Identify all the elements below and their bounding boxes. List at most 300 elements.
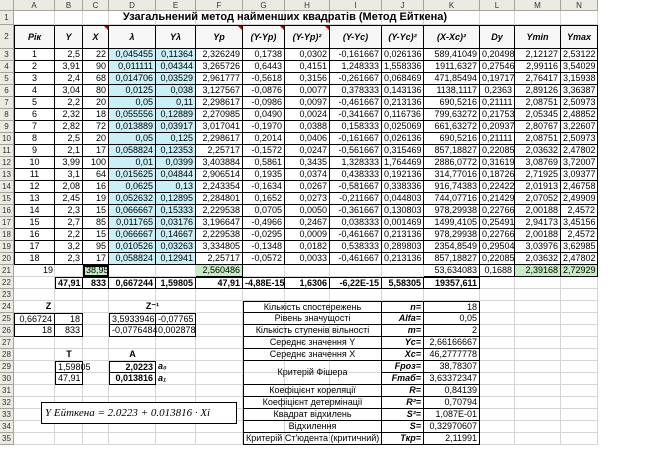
table-cell[interactable]: 0,014706: [109, 73, 156, 85]
table-cell[interactable]: 0,315469: [382, 145, 424, 157]
table-cell[interactable]: 0,21111: [480, 97, 515, 109]
table-cell[interactable]: 3,62985: [561, 241, 598, 253]
grid-cell[interactable]: [196, 313, 243, 325]
table-cell[interactable]: 17: [83, 145, 109, 157]
table-cell[interactable]: 916,74383: [424, 181, 480, 193]
grid-cell[interactable]: [480, 325, 515, 337]
table-cell[interactable]: 1: [14, 49, 55, 61]
table-cell[interactable]: 3,91: [55, 61, 83, 73]
table-cell[interactable]: 0,1935: [243, 169, 285, 181]
grid-cell[interactable]: [515, 409, 561, 421]
table-cell[interactable]: 2,906514: [196, 169, 243, 181]
grid-cell[interactable]: [480, 301, 515, 313]
table-cell[interactable]: -0,1572: [243, 145, 285, 157]
table-cell[interactable]: 0,001469: [382, 217, 424, 229]
total-cell[interactable]: 1,59805: [156, 277, 196, 289]
table-cell[interactable]: 1,764469: [382, 157, 424, 169]
stat-value[interactable]: 0,84139: [424, 385, 480, 397]
table-cell[interactable]: 0,15333: [156, 205, 196, 217]
table-cell[interactable]: 0,22085: [482, 253, 515, 263]
table-cell[interactable]: 9: [14, 145, 55, 157]
row-header[interactable]: 30: [0, 373, 14, 385]
grid-cell[interactable]: [515, 361, 561, 373]
table-cell[interactable]: 0,01: [109, 157, 156, 169]
table-cell[interactable]: 17: [83, 253, 109, 265]
cell-n21[interactable]: 2,72929: [561, 265, 598, 277]
table-cell[interactable]: 19: [83, 193, 109, 205]
grid-cell[interactable]: [14, 361, 55, 373]
table-cell[interactable]: 3,08769: [515, 157, 561, 169]
total-cell[interactable]: 833: [83, 277, 109, 289]
matrix-a-cell[interactable]: 0,013816: [109, 373, 156, 385]
table-cell[interactable]: 0,04344: [156, 61, 196, 73]
table-cell[interactable]: 0,026136: [382, 133, 424, 145]
table-cell[interactable]: 0,22085: [482, 145, 515, 155]
table-cell[interactable]: 14: [14, 205, 55, 217]
table-cell[interactable]: 0,044803: [382, 193, 424, 205]
table-cell[interactable]: 0,5861: [243, 157, 285, 169]
grid-cell[interactable]: [561, 373, 598, 385]
table-cell[interactable]: 0,015625: [109, 169, 156, 181]
cell-l21[interactable]: 0,1688: [480, 265, 515, 277]
table-cell[interactable]: 0,03263: [156, 241, 196, 253]
grid-cell[interactable]: [480, 289, 515, 301]
table-cell[interactable]: 0,0077: [285, 85, 330, 97]
table-cell[interactable]: -0,211667: [330, 193, 382, 205]
table-cell[interactable]: 2886,0772: [424, 157, 480, 169]
column-header[interactable]: D: [109, 0, 156, 11]
table-cell[interactable]: 0,05: [109, 133, 156, 145]
table-cell[interactable]: 0,158333: [330, 121, 382, 133]
table-cell[interactable]: 2,284801: [196, 193, 243, 205]
grid-cell[interactable]: [515, 349, 561, 361]
table-cell[interactable]: 3,403884: [196, 157, 243, 169]
grid-cell[interactable]: [515, 385, 561, 397]
table-cell[interactable]: 22: [83, 49, 109, 61]
grid-cell[interactable]: [83, 385, 109, 397]
grid-cell[interactable]: [196, 289, 243, 301]
table-cell[interactable]: 0,0267: [285, 181, 330, 193]
table-cell[interactable]: -0,341667: [330, 109, 382, 121]
table-cell[interactable]: 0,27546: [482, 61, 515, 71]
column-header[interactable]: G: [243, 0, 285, 11]
grid-cell[interactable]: [156, 349, 196, 361]
table-cell[interactable]: 0,0406: [285, 133, 330, 145]
table-cell[interactable]: 17: [14, 241, 55, 253]
grid-cell[interactable]: [561, 361, 598, 373]
table-cell[interactable]: 16: [83, 181, 109, 193]
table-cell[interactable]: -0,161667: [330, 49, 382, 61]
table-cell[interactable]: 11: [14, 169, 55, 181]
grid-cell[interactable]: [285, 289, 330, 301]
table-cell[interactable]: 0,0024: [285, 109, 330, 121]
grid-cell[interactable]: [515, 337, 561, 349]
stat-value[interactable]: 18: [424, 301, 480, 313]
table-cell[interactable]: 1499,4105: [424, 217, 480, 229]
column-header[interactable]: L: [480, 0, 515, 11]
grid-cell[interactable]: [480, 421, 515, 433]
table-cell[interactable]: 2,270985: [196, 109, 243, 121]
table-cell[interactable]: 0,010526: [109, 241, 156, 253]
stat-value[interactable]: 1,087E-01: [424, 409, 480, 421]
grid-cell[interactable]: [561, 409, 598, 421]
column-header[interactable]: A: [14, 0, 55, 11]
row-header[interactable]: 9: [0, 121, 14, 133]
table-cell[interactable]: 2,12127: [515, 49, 561, 61]
grid-cell[interactable]: [196, 373, 243, 385]
grid-cell[interactable]: [109, 289, 156, 301]
matrix-a-cell[interactable]: 2,0223: [109, 361, 156, 373]
grid-cell[interactable]: [480, 361, 515, 373]
grid-cell[interactable]: [196, 433, 243, 445]
table-cell[interactable]: 1,248333: [330, 61, 382, 73]
grid-cell[interactable]: [83, 289, 109, 301]
table-cell[interactable]: 4: [14, 85, 55, 97]
grid-cell[interactable]: [515, 397, 561, 409]
table-cell[interactable]: 0,038: [156, 85, 196, 97]
comment-marker[interactable]: [280, 26, 284, 30]
grid-cell[interactable]: [480, 337, 515, 349]
table-cell[interactable]: 64: [83, 169, 109, 181]
table-cell[interactable]: 12: [14, 181, 55, 193]
grid-cell[interactable]: [156, 289, 196, 301]
table-cell[interactable]: -0,5618: [243, 73, 285, 85]
row-header[interactable]: 21: [0, 265, 14, 277]
grid-cell[interactable]: [561, 277, 598, 289]
grid-cell[interactable]: [561, 313, 598, 325]
table-cell[interactable]: 2,08751: [515, 133, 561, 145]
table-cell[interactable]: 3,1: [55, 169, 83, 181]
grid-cell[interactable]: [14, 277, 55, 289]
table-cell[interactable]: 2,229538: [196, 205, 243, 217]
table-cell[interactable]: -0,261667: [330, 73, 382, 85]
table-cell[interactable]: 0,058824: [109, 253, 156, 265]
grid-cell[interactable]: [515, 277, 561, 289]
table-cell[interactable]: 2,71925: [515, 169, 561, 181]
comment-marker[interactable]: [325, 26, 329, 30]
table-cell[interactable]: 7: [14, 121, 55, 133]
table-cell[interactable]: 13: [14, 193, 55, 205]
table-cell[interactable]: 0,0125: [109, 85, 156, 97]
table-cell[interactable]: -0,0572: [243, 253, 285, 265]
table-cell[interactable]: 0,0247: [285, 145, 330, 157]
table-cell[interactable]: 690,5216: [424, 97, 480, 109]
grid-cell[interactable]: [243, 289, 285, 301]
table-cell[interactable]: 0,29504: [482, 241, 515, 251]
table-cell[interactable]: 0,6443: [243, 61, 285, 73]
table-cell[interactable]: -0,361667: [330, 205, 382, 217]
row-header[interactable]: 32: [0, 397, 14, 409]
grid-cell[interactable]: [330, 265, 382, 277]
column-header[interactable]: N: [561, 0, 598, 11]
grid-cell[interactable]: [83, 433, 109, 445]
table-cell[interactable]: 2,7: [55, 217, 83, 229]
grid-cell[interactable]: [561, 397, 598, 409]
column-header[interactable]: H: [285, 0, 330, 11]
comment-marker[interactable]: [238, 26, 242, 30]
table-cell[interactable]: 3,36387: [561, 85, 598, 97]
row-header[interactable]: 19: [0, 241, 14, 253]
table-cell[interactable]: 0,04844: [156, 169, 196, 181]
table-cell[interactable]: 0,0182: [285, 241, 330, 253]
table-cell[interactable]: 90: [83, 61, 109, 73]
table-cell[interactable]: 2,01913: [515, 181, 561, 193]
table-cell[interactable]: 0,20937: [482, 121, 515, 131]
stat-value[interactable]: 2,11991: [424, 433, 480, 445]
grid-cell[interactable]: [561, 301, 598, 313]
row-header[interactable]: 17: [0, 217, 14, 229]
table-cell[interactable]: 16: [14, 229, 55, 241]
table-cell[interactable]: 0,116736: [382, 109, 424, 121]
grid-cell[interactable]: [382, 289, 424, 301]
grid-cell[interactable]: [156, 337, 196, 349]
table-cell[interactable]: 20: [83, 133, 109, 145]
column-header[interactable]: B: [55, 0, 83, 11]
matrix-z-cell[interactable]: 833: [55, 325, 83, 337]
cell-k21[interactable]: 53,634083: [424, 265, 480, 277]
matrix-zinv-cell[interactable]: -0,07765: [156, 313, 196, 325]
table-cell[interactable]: 0,22766: [482, 205, 515, 215]
table-cell[interactable]: 978,29938: [424, 205, 480, 217]
table-cell[interactable]: -0,461667: [330, 229, 382, 241]
total-cell[interactable]: 0,667244: [109, 277, 156, 289]
table-cell[interactable]: 0,0302: [285, 49, 330, 61]
table-cell[interactable]: 0,11364: [156, 49, 196, 61]
table-cell[interactable]: 978,29938: [424, 229, 480, 241]
table-cell[interactable]: 0,11: [156, 97, 196, 109]
table-cell[interactable]: 314,77016: [424, 169, 480, 181]
grid-cell[interactable]: [14, 373, 55, 385]
stat-value[interactable]: 3,63372347: [424, 373, 480, 385]
table-cell[interactable]: 857,18827: [424, 253, 480, 265]
table-cell[interactable]: 2,50973: [561, 97, 598, 109]
grid-cell[interactable]: [285, 265, 330, 277]
row-header[interactable]: 2: [0, 25, 14, 49]
table-cell[interactable]: 0,066667: [109, 229, 156, 241]
grid-cell[interactable]: [196, 325, 243, 337]
row-header[interactable]: 12: [0, 157, 14, 169]
table-cell[interactable]: 2,48852: [561, 109, 598, 121]
table-cell[interactable]: 799,63272: [424, 109, 480, 121]
table-cell[interactable]: 2,4572: [561, 205, 598, 217]
table-cell[interactable]: 0,2363: [480, 85, 515, 97]
table-cell[interactable]: -0,0876: [243, 85, 285, 97]
total-cell[interactable]: -4,88E-15: [245, 278, 285, 288]
column-header[interactable]: M: [515, 0, 561, 11]
total-cell[interactable]: 47,91: [55, 277, 83, 289]
table-cell[interactable]: 0,0374: [285, 169, 330, 181]
table-cell[interactable]: 0,066667: [109, 205, 156, 217]
grid-cell[interactable]: [14, 289, 55, 301]
table-cell[interactable]: 0,378333: [330, 85, 382, 97]
table-cell[interactable]: 5: [14, 97, 55, 109]
grid-cell[interactable]: [515, 373, 561, 385]
row-header[interactable]: 7: [0, 97, 14, 109]
column-header[interactable]: J: [382, 0, 424, 11]
table-cell[interactable]: 3,15938: [561, 73, 598, 85]
grid-cell[interactable]: [196, 349, 243, 361]
grid-cell[interactable]: [83, 301, 109, 313]
table-cell[interactable]: 0,19717: [482, 73, 515, 83]
column-header[interactable]: F: [196, 0, 243, 11]
table-cell[interactable]: 2,82: [55, 121, 83, 133]
row-header[interactable]: 33: [0, 409, 14, 421]
table-cell[interactable]: 2,5: [55, 133, 83, 145]
grid-cell[interactable]: [14, 11, 55, 25]
table-cell[interactable]: 0,143136: [382, 85, 424, 97]
matrix-zinv-cell[interactable]: 0,002878: [158, 325, 196, 335]
table-cell[interactable]: 0,21111: [480, 133, 515, 145]
table-cell[interactable]: 0,125: [156, 133, 196, 145]
table-cell[interactable]: 2,2: [55, 97, 83, 109]
grid-cell[interactable]: [480, 349, 515, 361]
table-cell[interactable]: 3,265726: [196, 61, 243, 73]
table-cell[interactable]: 95: [83, 241, 109, 253]
table-cell[interactable]: 0,0097: [285, 97, 330, 109]
grid-cell[interactable]: [196, 301, 243, 313]
stat-value[interactable]: 2: [424, 325, 480, 337]
grid-cell[interactable]: [515, 11, 561, 25]
row-header[interactable]: 22: [0, 277, 14, 289]
column-header[interactable]: K: [424, 0, 480, 11]
grid-cell[interactable]: [109, 265, 156, 277]
table-cell[interactable]: 68: [83, 73, 109, 85]
table-cell[interactable]: 2,94173: [515, 217, 561, 229]
table-cell[interactable]: 0,03529: [156, 73, 196, 85]
grid-cell[interactable]: [515, 421, 561, 433]
table-cell[interactable]: 0,12895: [156, 193, 196, 205]
table-cell[interactable]: 3,017041: [196, 121, 243, 133]
grid-cell[interactable]: [480, 373, 515, 385]
grid-cell[interactable]: [156, 433, 196, 445]
table-cell[interactable]: 3,334805: [196, 241, 243, 253]
table-cell[interactable]: 0,22422: [482, 181, 515, 191]
row-header[interactable]: 15: [0, 193, 14, 205]
row-header[interactable]: 25: [0, 313, 14, 325]
table-cell[interactable]: 0,4151: [285, 61, 330, 73]
table-cell[interactable]: 2,326249: [196, 49, 243, 61]
table-cell[interactable]: 0,21429: [482, 193, 515, 203]
table-cell[interactable]: 0,038333: [330, 217, 382, 229]
table-cell[interactable]: 0,213136: [382, 97, 424, 109]
row-header[interactable]: 23: [0, 289, 14, 301]
table-cell[interactable]: 2,50973: [561, 133, 598, 145]
row-header[interactable]: 14: [0, 181, 14, 193]
table-cell[interactable]: 2,47802: [561, 253, 598, 265]
table-cell[interactable]: 0,0009: [285, 229, 330, 241]
table-cell[interactable]: 0,3156: [285, 73, 330, 85]
row-header[interactable]: 28: [0, 349, 14, 361]
table-cell[interactable]: 18: [83, 109, 109, 121]
grid-cell[interactable]: [156, 265, 196, 277]
table-cell[interactable]: 0,538333: [330, 241, 382, 253]
grid-cell[interactable]: [515, 301, 561, 313]
grid-cell[interactable]: [156, 385, 196, 397]
table-cell[interactable]: 2,47802: [561, 145, 598, 157]
table-cell[interactable]: 0,2014: [243, 133, 285, 145]
table-cell[interactable]: 589,41049: [424, 49, 480, 61]
table-cell[interactable]: 3,196647: [196, 217, 243, 229]
stat-value[interactable]: 2,66166667: [424, 337, 480, 349]
table-cell[interactable]: 0,12941: [156, 253, 196, 265]
column-header[interactable]: E: [156, 0, 196, 11]
row-header[interactable]: 34: [0, 421, 14, 433]
grid-cell[interactable]: [330, 289, 382, 301]
table-cell[interactable]: 1138,1117: [424, 85, 480, 97]
cell-c21[interactable]: 38,95: [83, 265, 109, 277]
table-cell[interactable]: 3,2: [55, 241, 83, 253]
table-cell[interactable]: 0,026136: [382, 49, 424, 61]
table-cell[interactable]: 2,03632: [515, 253, 561, 265]
grid-cell[interactable]: [515, 289, 561, 301]
table-cell[interactable]: 3,09377: [561, 169, 598, 181]
stat-value[interactable]: 46,2777778: [424, 349, 480, 361]
table-cell[interactable]: 2,3: [55, 205, 83, 217]
table-cell[interactable]: 0,1738: [243, 49, 285, 61]
total-cell[interactable]: -6,22E-15: [330, 277, 382, 289]
table-cell[interactable]: 2,05345: [515, 109, 561, 121]
table-cell[interactable]: 0,0490: [243, 109, 285, 121]
table-cell[interactable]: 0,18726: [482, 169, 515, 179]
table-cell[interactable]: 15: [14, 217, 55, 229]
table-cell[interactable]: 0,0625: [109, 181, 156, 193]
table-cell[interactable]: 2,25717: [196, 253, 243, 265]
comment-marker[interactable]: [104, 26, 108, 30]
grid-cell[interactable]: [109, 385, 156, 397]
table-cell[interactable]: 2,4572: [561, 229, 598, 241]
table-cell[interactable]: 1,558336: [382, 61, 424, 73]
row-header[interactable]: 18: [0, 229, 14, 241]
table-cell[interactable]: -0,461667: [330, 97, 382, 109]
table-cell[interactable]: 1911,6327: [424, 61, 480, 73]
table-cell[interactable]: 3,72007: [561, 157, 598, 169]
matrix-z-cell[interactable]: 18: [14, 325, 55, 337]
table-cell[interactable]: -0,0986: [243, 97, 285, 109]
stat-value[interactable]: 0,70794: [424, 397, 480, 409]
matrix-z-cell[interactable]: 18: [55, 313, 83, 325]
total-cell[interactable]: 47,91: [196, 277, 243, 289]
table-cell[interactable]: 0,213136: [382, 229, 424, 241]
table-cell[interactable]: 2,45: [55, 193, 83, 205]
grid-cell[interactable]: [480, 433, 515, 445]
grid-cell[interactable]: [561, 11, 598, 25]
table-cell[interactable]: 0,289803: [382, 241, 424, 253]
row-header[interactable]: 31: [0, 385, 14, 397]
matrix-z-cell[interactable]: 0,66724: [14, 313, 55, 325]
row-header[interactable]: 35: [0, 433, 14, 445]
table-cell[interactable]: 690,5216: [424, 133, 480, 145]
table-cell[interactable]: 744,07716: [424, 193, 480, 205]
grid-cell[interactable]: [83, 325, 109, 337]
table-cell[interactable]: 0,22766: [482, 229, 515, 239]
grid-cell[interactable]: [55, 337, 83, 349]
table-cell[interactable]: 0,03176: [156, 217, 196, 229]
table-cell[interactable]: 0,13: [156, 181, 196, 193]
grid-cell[interactable]: [515, 325, 561, 337]
table-cell[interactable]: -0,581667: [330, 181, 382, 193]
table-cell[interactable]: 0,0273: [285, 193, 330, 205]
grid-cell[interactable]: [196, 385, 243, 397]
table-cell[interactable]: 0,011111: [109, 61, 156, 73]
row-header[interactable]: 24: [0, 301, 14, 313]
table-cell[interactable]: -0,461667: [330, 253, 382, 265]
table-cell[interactable]: 85: [83, 217, 109, 229]
table-cell[interactable]: 2,80767: [515, 121, 561, 133]
table-cell[interactable]: 80: [83, 85, 109, 97]
grid-cell[interactable]: [561, 325, 598, 337]
table-cell[interactable]: 2,1: [55, 145, 83, 157]
table-cell[interactable]: 2,76417: [515, 73, 561, 85]
